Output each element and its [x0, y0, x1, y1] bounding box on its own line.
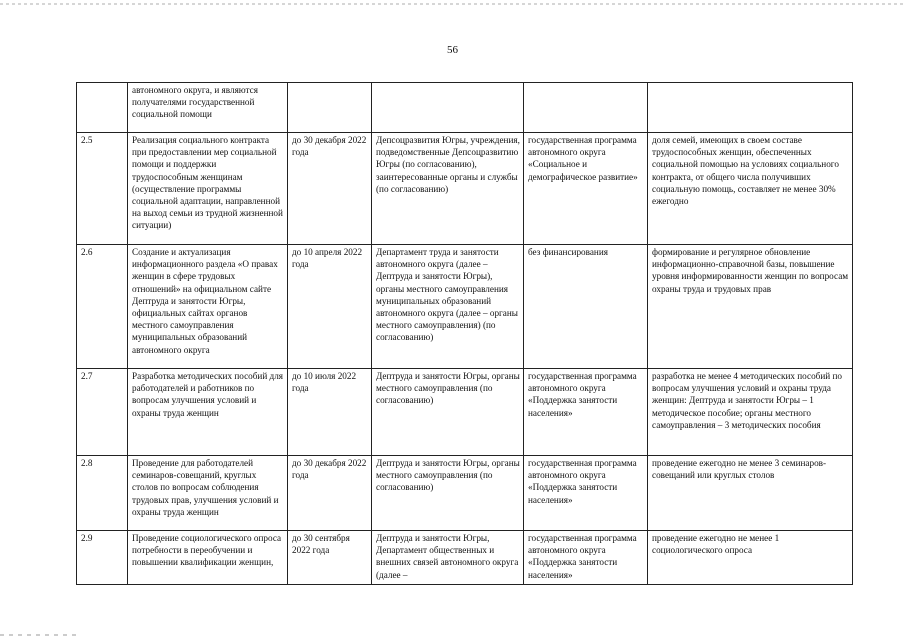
page-number: 56 — [447, 44, 458, 56]
cell-executor — [372, 83, 524, 133]
cell-result: проведение ежегодно не менее 3 семинаров-совещаний или круглых столов — [648, 456, 853, 531]
cell-funding: государственная программа автономного округа «Социальное и демографическое развитие» — [524, 133, 648, 245]
activities-table — [76, 82, 853, 585]
table-row — [77, 83, 853, 133]
cell-funding: государственная программа автономного округа «Поддержка занятости населения» — [524, 456, 648, 531]
cell-deadline: до 30 декабря 2022 года — [288, 133, 372, 245]
cell-number: 2.7 — [77, 369, 128, 456]
cell-number: 2.8 — [77, 456, 128, 531]
cell-number — [77, 83, 128, 133]
scan-artifact-top — [0, 3, 905, 5]
cell-executor: Депсоцразвития Югры, учреждения, подведомственные Депсоцразвитию Югры (по согласованию), заинтересованные органы и службы (по согласованию) — [372, 133, 524, 245]
cell-number: 2.9 — [77, 531, 128, 585]
cell-activity: Реализация социального контракта при предоставлении мер социальной помощи и поддержки трудоспособным женщинам (осуществление программы социальной адаптации, направленной на выход семьи из трудной жизненной ситуации) — [128, 133, 288, 245]
table-row — [77, 133, 853, 245]
cell-result: доля семей, имеющих в своем составе трудоспособных женщин, обеспеченных социальной помощью на условиях социального контракта, от общего числа получивших социальную помощь, составляет не менее 30% ежегодно — [648, 133, 853, 245]
cell-activity: Проведение социологического опроса потребности в переобучении и повышении квалификации женщин, — [128, 531, 288, 585]
cell-activity: Разработка методических пособий для работодателей и работников по вопросам улучшения условий и охраны труда женщин — [128, 369, 288, 456]
cell-deadline: до 30 декабря 2022 года — [288, 456, 372, 531]
cell-executor: Дептруда и занятости Югры, Департамент общественных и внешних связей автономного округа (далее – — [372, 531, 524, 585]
cell-activity: Проведение для работодателей семинаров-совещаний, круглых столов по вопросам соблюдения трудовых прав, улучшения условий и охраны труда женщин — [128, 456, 288, 531]
table-row — [77, 531, 853, 585]
cell-executor: Департамент труда и занятости автономного округа (далее – Дептруда и занятости Югры), органы местного самоуправления муниципальных образований автономного округа (далее – органы местного самоуправления) (по согласованию) — [372, 245, 524, 369]
table-row — [77, 245, 853, 369]
cell-activity: Создание и актуализация информационного раздела «О правах женщин в сфере трудовых отношений» на официальном сайте Дептруда и занятости Югры, официальных сайтах органов местного самоуправления муниципальных образований автономного округа — [128, 245, 288, 369]
cell-deadline: до 10 июля 2022 года — [288, 369, 372, 456]
cell-result: проведение ежегодно не менее 1 социологического опроса — [648, 531, 853, 585]
cell-number: 2.6 — [77, 245, 128, 369]
cell-funding — [524, 83, 648, 133]
cell-funding: без финансирования — [524, 245, 648, 369]
cell-funding: государственная программа автономного округа «Поддержка занятости населения» — [524, 369, 648, 456]
scan-artifact-bottom — [0, 634, 80, 636]
cell-deadline: до 10 апреля 2022 года — [288, 245, 372, 369]
cell-executor: Дептруда и занятости Югры, органы местного самоуправления (по согласованию) — [372, 369, 524, 456]
table-row — [77, 369, 853, 456]
table-row — [77, 456, 853, 531]
cell-activity: автономного округа, и являются получателями государственной социальной помощи — [128, 83, 288, 133]
cell-result: разработка не менее 4 методических пособий по вопросам улучшения условий и охраны труда женщин: Дептруда и занятости Югры – 1 методическое пособие; органы местного самоуправления – 3 методических пособия — [648, 369, 853, 456]
cell-number: 2.5 — [77, 133, 128, 245]
cell-funding: государственная программа автономного округа «Поддержка занятости населения» — [524, 531, 648, 585]
cell-result — [648, 83, 853, 133]
cell-executor: Дептруда и занятости Югры, органы местного самоуправления (по согласованию) — [372, 456, 524, 531]
cell-deadline — [288, 83, 372, 133]
cell-deadline: до 30 сентября 2022 года — [288, 531, 372, 585]
cell-result: формирование и регулярное обновление информационно-справочной базы, повышение уровня информированности женщин по вопросам охраны труда и трудовых прав — [648, 245, 853, 369]
